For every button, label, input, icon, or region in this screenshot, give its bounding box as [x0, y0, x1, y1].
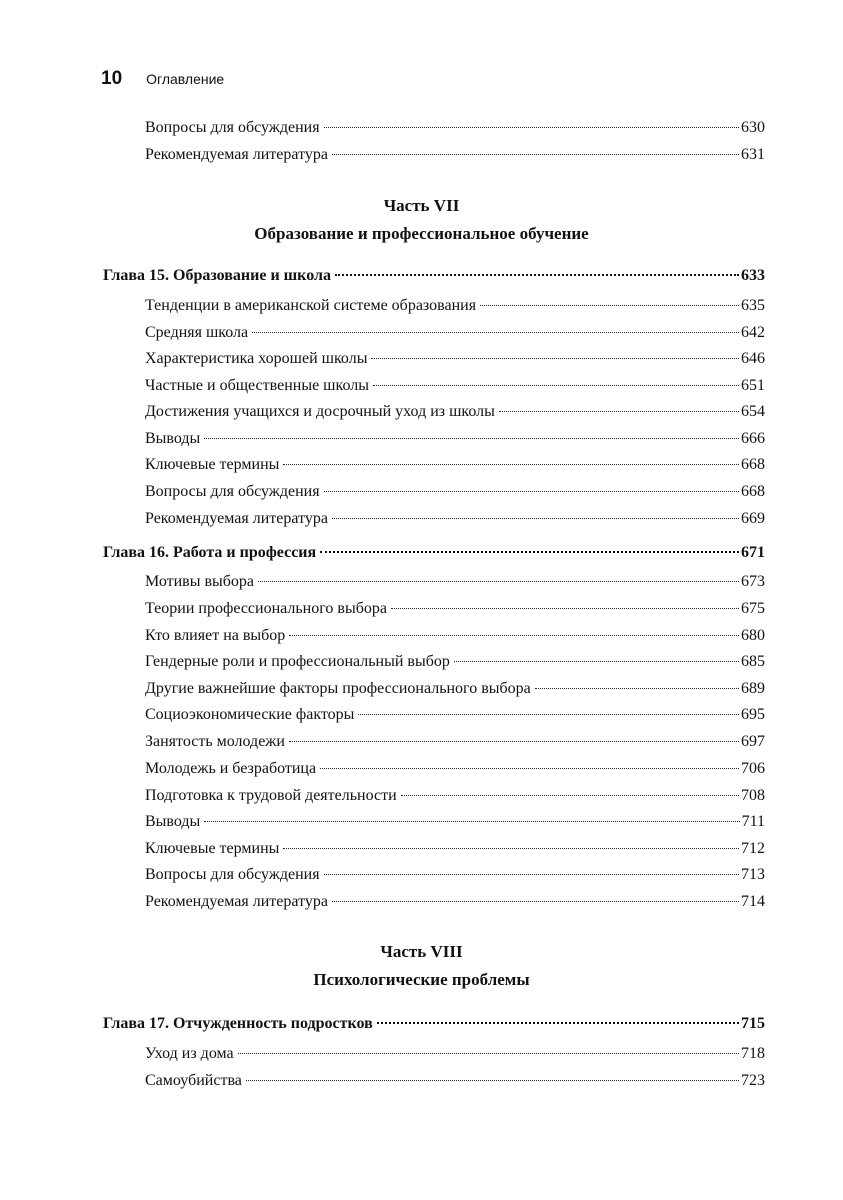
dot-leader: [377, 1022, 739, 1024]
toc-entry-label: Теории профессионального выбора: [145, 600, 387, 617]
toc-entry-page: 680: [741, 627, 765, 644]
toc-entry-page: 669: [741, 510, 765, 527]
dot-leader: [320, 551, 739, 553]
chapter-entry: [103, 264, 765, 288]
part-heading: [0, 938, 843, 994]
toc-entry-page: 668: [741, 456, 765, 473]
toc-entry: [145, 480, 765, 504]
toc-entry-page: 666: [741, 430, 765, 447]
toc-entry-page: 689: [741, 680, 765, 697]
toc-entry: [145, 624, 765, 648]
toc-entry-page: 642: [741, 324, 765, 341]
chapter-page: 715: [741, 1015, 765, 1032]
chapter-label: Глава 16. Работа и профессия: [103, 544, 317, 561]
toc-entry-label: Самоубийства: [145, 1072, 242, 1089]
toc-entry-page: 697: [741, 733, 765, 750]
chapter-entry: [103, 1012, 765, 1036]
part-label: Часть VII: [383, 196, 460, 215]
dot-leader: [480, 305, 739, 306]
toc-entry: [145, 453, 765, 477]
toc-entry: [145, 890, 765, 914]
toc-entry-page: 675: [741, 600, 765, 617]
toc-entry: [145, 400, 765, 424]
toc-entry-page: 673: [741, 573, 765, 590]
toc-entry-page: 695: [741, 706, 765, 723]
running-title: Оглавление: [146, 71, 225, 87]
toc-entry-label: Уход из дома: [145, 1045, 234, 1062]
toc-entry: [145, 294, 765, 318]
toc-entry-label: Кто влияет на выбор: [145, 627, 286, 644]
dot-leader: [332, 518, 739, 519]
dot-leader: [246, 1080, 739, 1081]
toc-entry: [145, 347, 765, 371]
toc-entry: [145, 1069, 765, 1093]
dot-leader: [238, 1053, 739, 1054]
toc-entry-page: 714: [741, 893, 765, 910]
toc-entry: [145, 757, 765, 781]
toc-entry-label: Рекомендуемая литература: [145, 146, 328, 163]
chapter-label: Глава 17. Отчужденность подростков: [103, 1015, 373, 1032]
dot-leader: [499, 411, 739, 412]
toc-entry: [145, 810, 765, 834]
toc-entry-label: Вопросы для обсуждения: [145, 866, 320, 883]
toc-entry-page: 631: [741, 146, 765, 163]
dot-leader: [391, 608, 739, 609]
page-number: 10: [101, 68, 123, 89]
toc-entry: [145, 784, 765, 808]
toc-entry: [145, 730, 765, 754]
dot-leader: [283, 848, 739, 849]
toc-entry-label: Подготовка к трудовой деятельности: [145, 787, 397, 804]
toc-entry: [145, 427, 765, 451]
dot-leader: [324, 127, 739, 128]
toc-entry-page: 630: [741, 119, 765, 136]
toc-entry-page: 651: [741, 377, 765, 394]
part-heading: [0, 192, 843, 248]
toc-entry-label: Выводы: [145, 430, 201, 447]
toc-entry-label: Вопросы для обсуждения: [145, 119, 320, 136]
toc-entry-label: Молодежь и безработица: [145, 760, 317, 777]
dot-leader: [373, 385, 739, 386]
toc-entry-page: 708: [741, 787, 765, 804]
chapter-page: 633: [741, 267, 765, 284]
dot-leader: [335, 274, 739, 276]
dot-leader: [289, 741, 739, 742]
toc-entry-label: Частные и общественные школы: [145, 377, 369, 394]
dot-leader: [535, 688, 739, 689]
toc-entry-label: Ключевые термины: [145, 456, 280, 473]
toc-entry-page: 711: [741, 813, 765, 830]
toc-entry: [145, 374, 765, 398]
dot-leader: [289, 635, 739, 636]
toc-entry-label: Выводы: [145, 813, 201, 830]
toc-entry-label: Занятость молодежи: [145, 733, 285, 750]
dot-leader: [324, 491, 739, 492]
dot-leader: [320, 768, 739, 769]
chapter-label: Глава 15. Образование и школа: [103, 267, 331, 284]
toc-entry: [145, 863, 765, 887]
toc-entry-label: Тенденции в американской системе образования: [145, 297, 477, 314]
part-title: Образование и профессиональное обучение: [254, 224, 589, 243]
toc-entry-label: Ключевые термины: [145, 840, 280, 857]
dot-leader: [283, 464, 739, 465]
chapter-page: 671: [741, 544, 765, 561]
toc-entry: [145, 650, 765, 674]
toc-entry-page: 706: [741, 760, 765, 777]
toc-entry: [145, 597, 765, 621]
toc-entry-label: Социоэкономические факторы: [145, 706, 355, 723]
toc-entry-label: Мотивы выбора: [145, 573, 255, 590]
dot-leader: [454, 661, 739, 662]
dot-leader: [204, 438, 739, 439]
toc-entry: [145, 677, 765, 701]
toc-entry: [145, 570, 765, 594]
toc-entry-page: 712: [741, 840, 765, 857]
toc-entry: [145, 143, 765, 167]
toc-entry: [145, 1042, 765, 1066]
toc-entry-page: 668: [741, 483, 765, 500]
toc-entry-page: 685: [741, 653, 765, 670]
dot-leader: [358, 714, 739, 715]
toc-entry: [145, 837, 765, 861]
toc-entry-label: Другие важнейшие факторы профессионального выбора: [145, 680, 531, 697]
dot-leader: [371, 358, 739, 359]
toc-entry-page: 646: [741, 350, 765, 367]
dot-leader: [401, 795, 739, 796]
toc-entry-page: 635: [741, 297, 765, 314]
toc-entry-page: 713: [741, 866, 765, 883]
dot-leader: [204, 821, 739, 822]
toc-entry: [145, 703, 765, 727]
chapter-entry: [103, 541, 765, 565]
toc-entry: [145, 116, 765, 140]
toc-entry-label: Рекомендуемая литература: [145, 893, 328, 910]
toc-entry-label: Средняя школа: [145, 324, 249, 341]
toc-entry-label: Гендерные роли и профессиональный выбор: [145, 653, 450, 670]
dot-leader: [258, 581, 739, 582]
toc-entry: [145, 321, 765, 345]
toc-entry-label: Достижения учащихся и досрочный уход из школы: [145, 403, 495, 420]
dot-leader: [332, 154, 739, 155]
dot-leader: [252, 332, 739, 333]
toc-entry-page: 723: [741, 1072, 765, 1089]
running-header: [101, 68, 224, 90]
part-label: Часть VIII: [380, 942, 463, 961]
dot-leader: [324, 874, 739, 875]
part-title: Психологические проблемы: [313, 970, 530, 989]
toc-entry-label: Вопросы для обсуждения: [145, 483, 320, 500]
dot-leader: [332, 901, 739, 902]
toc-entry-page: 718: [741, 1045, 765, 1062]
toc-entry-label: Характеристика хорошей школы: [145, 350, 368, 367]
toc-entry-label: Рекомендуемая литература: [145, 510, 328, 527]
toc-entry: [145, 507, 765, 531]
toc-entry-page: 654: [741, 403, 765, 420]
